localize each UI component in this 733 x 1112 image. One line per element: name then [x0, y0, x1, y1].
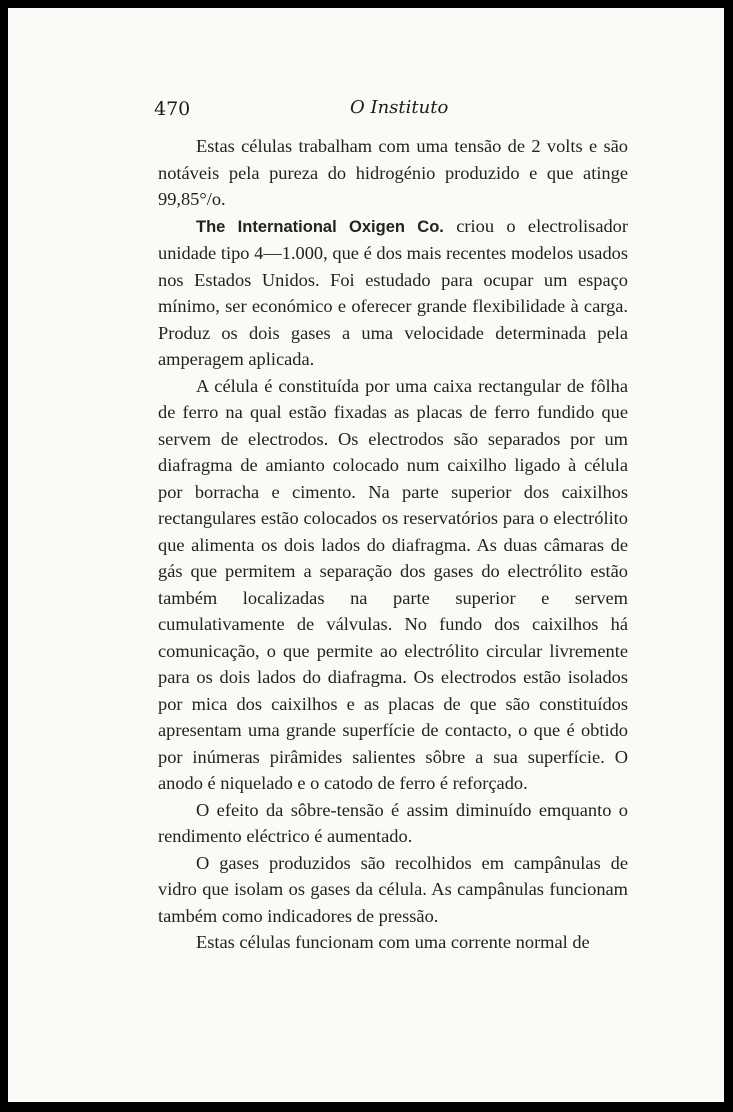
- book-page: [8, 8, 724, 1102]
- paragraph-3: A célula é constituída por uma caixa rectangular de fôlha de ferro na qual estão fixadas as placas de ferro fundido que servem de electrodos. Os electrodos são separados por um diafragma de amianto colocado num caixilho ligado à célula por borracha e cimento. Na parte superior dos caixilhos rectangulares estão colocados os reservatórios para o electrólito que alimenta os dois lados do diafragma. As duas câmaras de gás que permitem a separação dos gases do electrólito estão também localizadas na parte superior e servem cumulativamente de válvulas. No fundo dos caixilhos há comunicação, o que permite ao electrólito circular livremente para os dois lados do diafragma. Os electrodos estão isolados por mica dos caixilhos e as placas de que são constituídos apresentam uma grande superfície de contacto, o que é obtido por inúmeras pirâmides salientes sôbre a sua superfície. O anodo é niquelado e o catodo de ferro é reforçado.: [158, 375, 628, 793]
- journal-title: O Instituto: [350, 97, 449, 118]
- paragraph-6: Estas células funcionam com uma corrente normal de: [196, 932, 590, 952]
- paragraph-2: [158, 213, 628, 373]
- page-number: 470: [154, 98, 191, 120]
- paragraph-2-text: criou o electrolisador unidade tipo 4—1.000, que é dos mais recentes modelos usados nos Estados Unidos. Foi estudado para ocupar um espaço mínimo, ser económico e oferecer grande flexibilidade à carga. Produz os dois gases a uma velocidade determinada pela amperagem aplicada.: [158, 215, 628, 369]
- paragraph-5: O gases produzidos são recolhidos em campânulas de vidro que isolam os gases da célula. As campânulas funcionam também como indicadores de pressão.: [158, 852, 628, 926]
- body-text: [158, 133, 628, 956]
- paragraph-4: O efeito da sôbre-tensão é assim diminuído emquanto o rendimento eléctrico é aumentado.: [158, 799, 628, 846]
- company-name: The International Oxigen Co.: [196, 217, 444, 236]
- running-head: [154, 94, 634, 124]
- paragraph-1: Estas células trabalham com uma tensão de 2 volts e são notáveis pela pureza do hidrogénio produzido e que atinge 99,85°/o.: [158, 136, 628, 209]
